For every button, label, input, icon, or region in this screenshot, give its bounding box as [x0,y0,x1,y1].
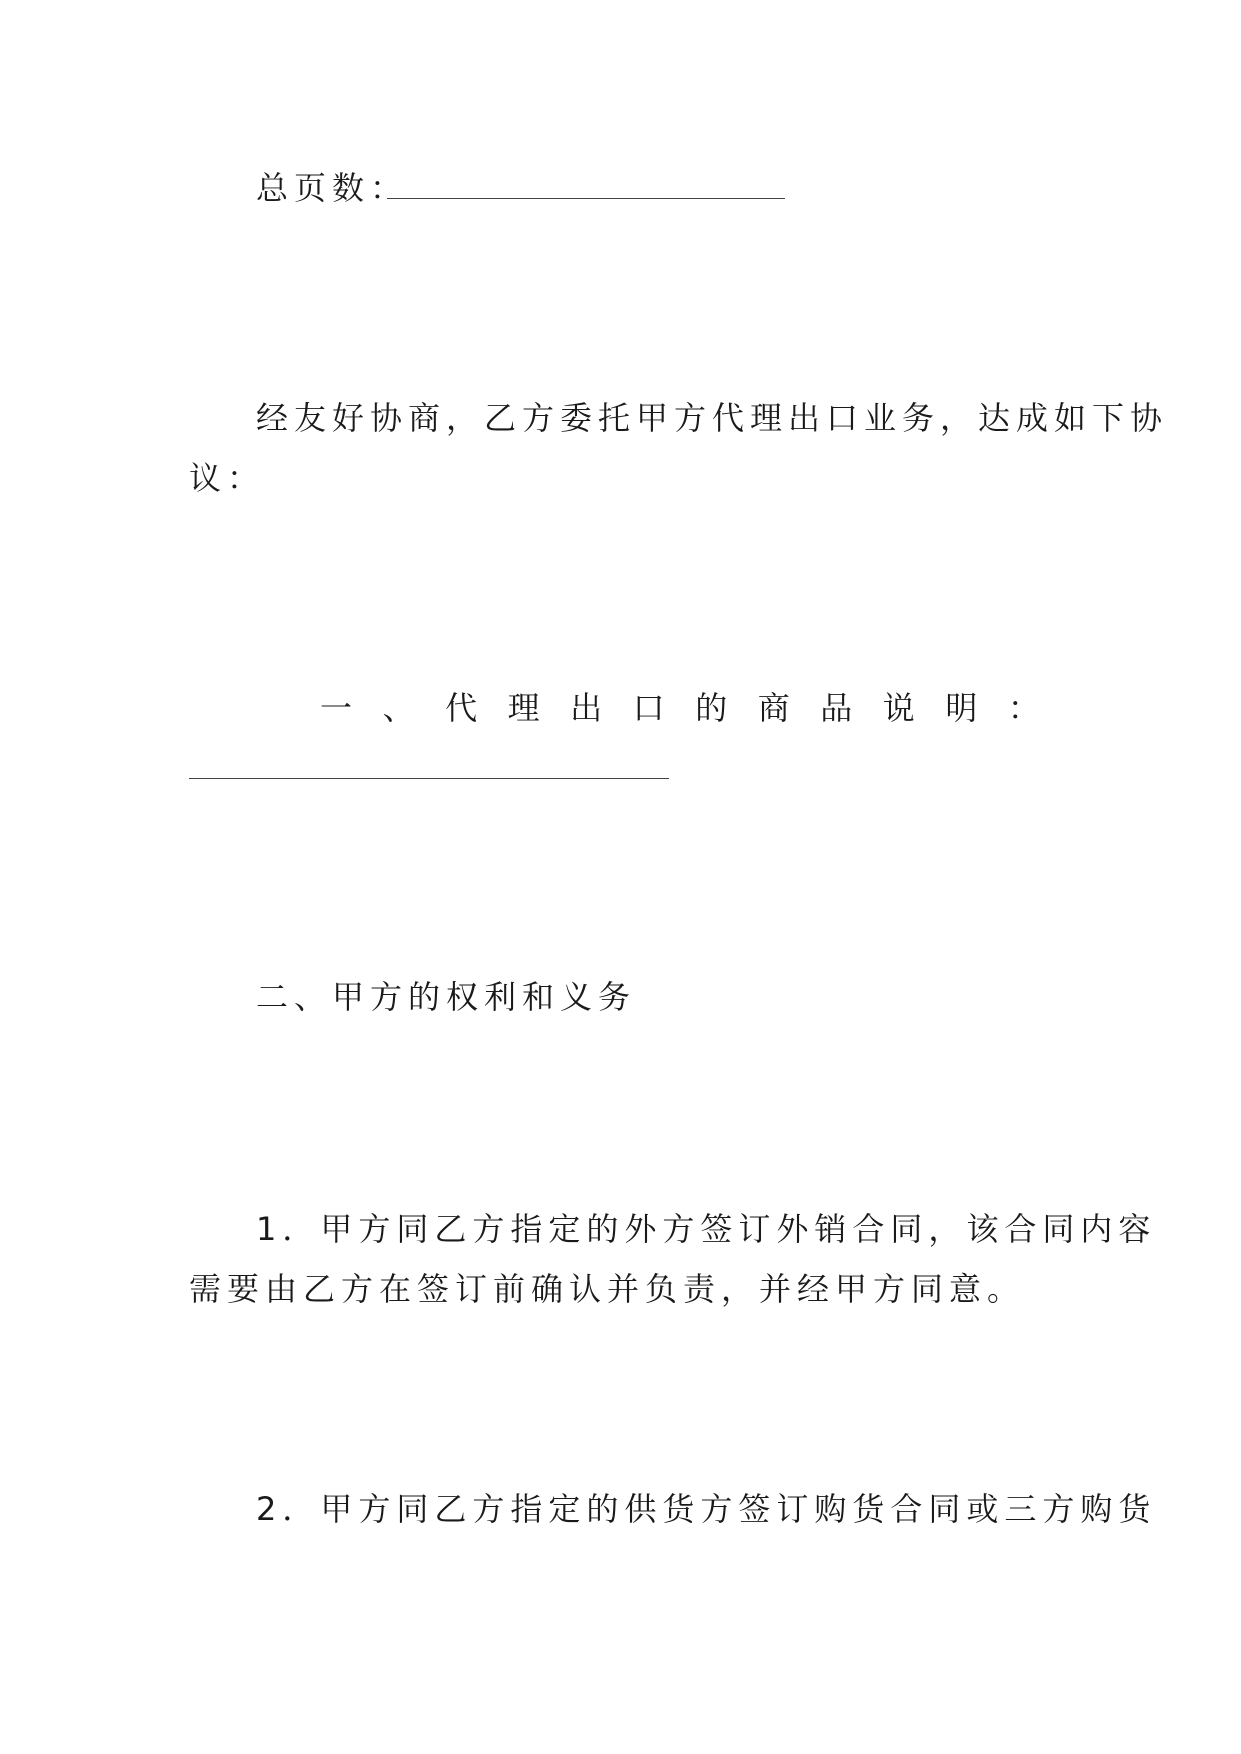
section-1-heading [320,688,1040,728]
section-1-heading-char: 、 [382,689,415,727]
item-2-line-1: 2．甲方同乙方指定的供货方签订购货合同或三方购货 [256,1490,1157,1528]
section-1-heading-char: 口 [632,689,665,727]
section-1-heading-char: 明 [945,689,978,727]
section-1-heading-char: 代 [445,689,478,727]
section-1-heading-char: 的 [695,689,728,727]
item-1-line-1: 1．甲方同乙方指定的外方签订外销合同，该合同内容 [256,1210,1157,1248]
intro-paragraph-line-1: 经友好协商，乙方委托甲方代理出口业务，达成如下协 [256,399,1169,437]
section-2-heading: 二、甲方的权利和义务 [256,978,637,1016]
total-pages-label: 总页数： [256,169,409,207]
section-1-heading-char: 说 [882,689,915,727]
section-1-heading-char: ： [1007,689,1040,727]
section-1-heading-char: 一 [320,689,353,727]
total-pages-blank-line [387,198,785,199]
section-1-blank-line [189,778,669,779]
intro-paragraph-line-2: 议： [189,459,266,497]
section-1-heading-char: 理 [507,689,540,727]
item-1-line-2: 需要由乙方在签订前确认并负责，并经甲方同意。 [189,1270,1026,1308]
section-1-heading-char: 品 [820,689,853,727]
section-1-heading-char: 商 [757,689,790,727]
section-1-heading-char: 出 [570,689,603,727]
